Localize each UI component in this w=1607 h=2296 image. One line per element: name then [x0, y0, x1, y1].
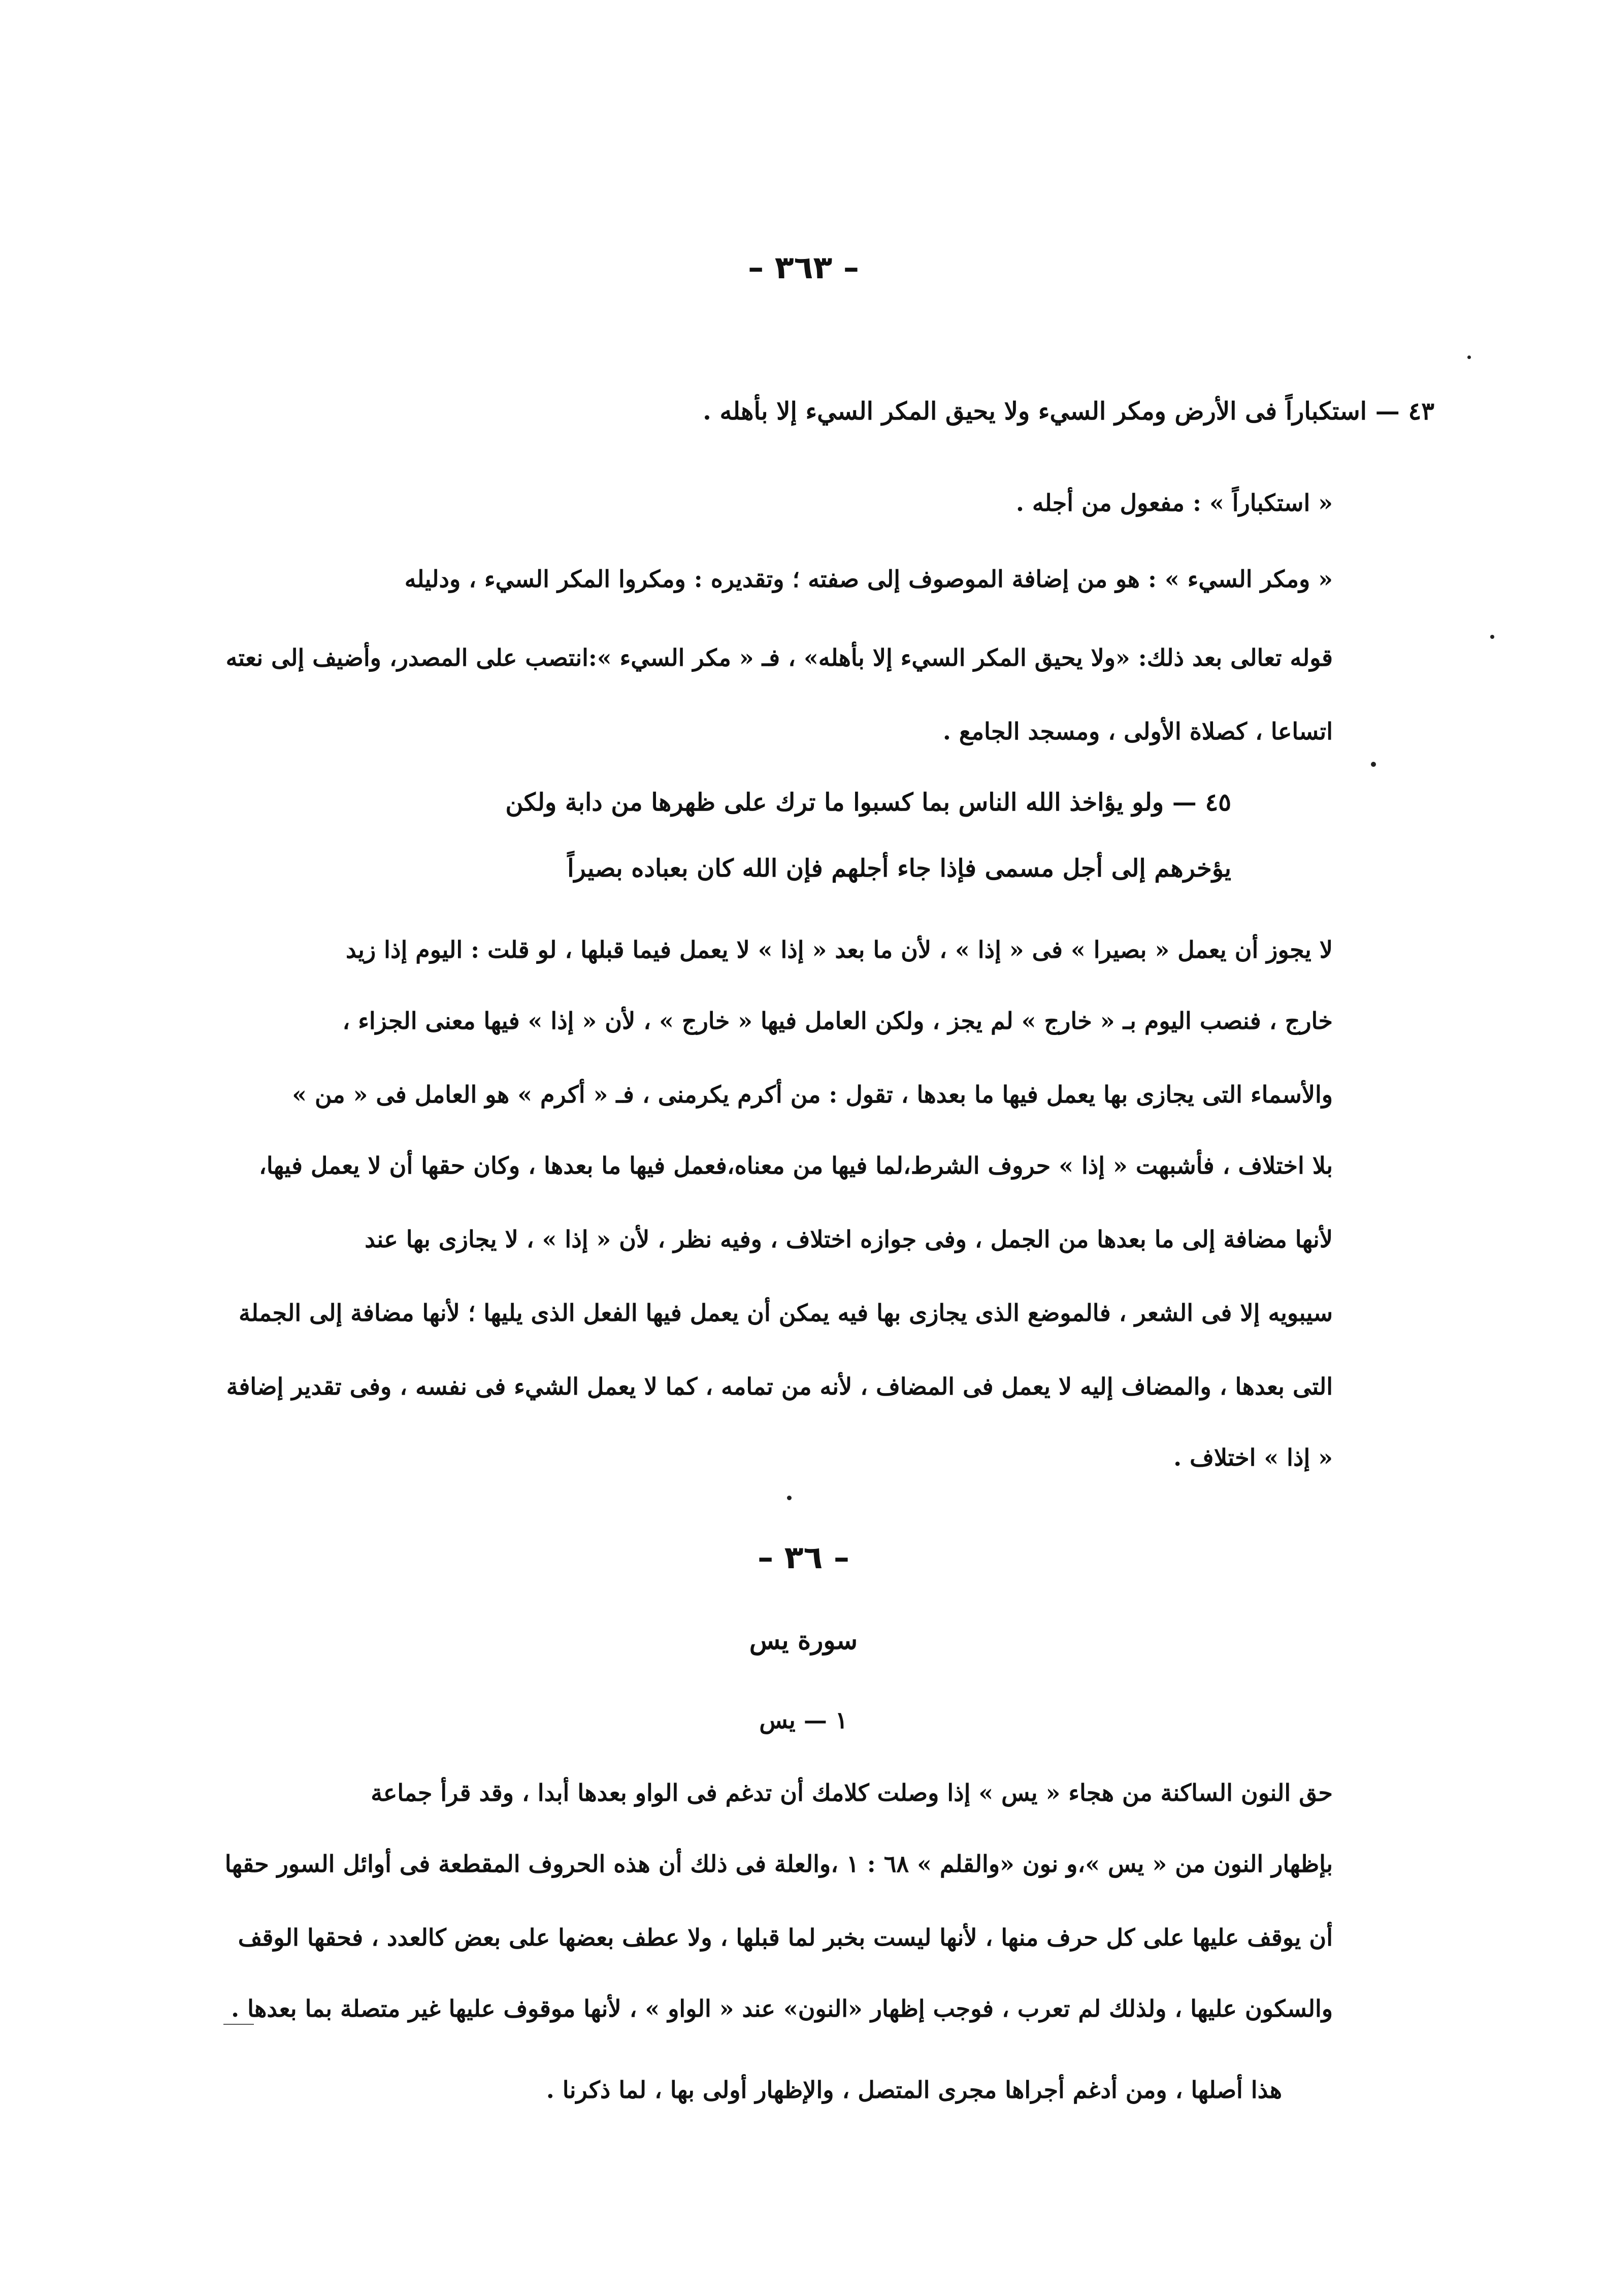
verse-45-commentary-5: لأنها مضافة إلى ما بعدها من الجمل ، وفى جوازه اختلاف ، وفيه نظر ، لأن « إذا » ، لا يجازى بها عند — [365, 1225, 1333, 1253]
verse-45-commentary-3: والأسماء التى يجازى بها يعمل فيها ما بعدها ، تقول : من أكرم يكرمنى ، فـ « أكرم » هو العامل فى « من » — [292, 1081, 1333, 1108]
scan-speck — [787, 1496, 792, 1500]
verse-43-note-3: قوله تعالى بعد ذلك: «ولا يحيق المكر السيء إلا بأهله» ، فـ « مكر السيء »:انتصب على المصدر، وأضيف إلى نعته — [225, 644, 1333, 671]
surah-number: – ٣٦ – — [758, 1539, 849, 1576]
surah-commentary-4: والسكون عليها ، ولذلك لم تعرب ، فوجب إظهار «النون» عند « الواو » ، لأنها موقوف عليها غير متصلة بما بعدها . — [231, 1995, 1333, 2022]
scan-mark — [223, 2024, 254, 2025]
verse-43-note-2: « ومكر السيء » : هو من إضافة الموصوف إلى صفته ؛ وتقديره : ومكروا المكر السيء ، ودليله — [404, 565, 1333, 593]
surah-title: سورة يس — [749, 1625, 858, 1655]
surah-commentary-2: بإظهار النون من « يس »،و نون «والقلم » ٦٨ : ١ ،والعلة فى ذلك أن هذه الحروف المقطعة فى أوائل السور حقها — [224, 1850, 1333, 1878]
verse-45-commentary-2: خارج ، فنصب اليوم بـ « خارج » لم يجز ، ولكن العامل فيها « خارج » ، لأن « إذا » فيها معنى الجزاء ، — [342, 1007, 1333, 1034]
page-number: – ٣٦٣ – — [748, 249, 859, 286]
verse-45-commentary-1: لا يجوز أن يعمل « بصيرا » فى « إذا » ، لأن ما بعد « إذا » لا يعمل فيما قبلها ، لو قلت : اليوم إذا زيد — [346, 936, 1333, 963]
verse-45-commentary-4: بلا اختلاف ، فأشبهت « إذا » حروف الشرط،لما فيها من معناه،فعمل فيها ما بعدها ، وكان حقها أن لا يعمل فيها، — [259, 1152, 1333, 1179]
scan-speck — [1371, 762, 1376, 767]
verse-43-text: ٤٣ — استكباراً فى الأرض ومكر السيء ولا يحيق المكر السيء إلا بأهله . — [703, 397, 1434, 426]
verse-45-commentary-6: سيبويه إلا فى الشعر ، فالموضع الذى يجازى بها فيه يمكن أن يعمل فيها الفعل الذى يليها ؛ لأنها مضافة إلى الجملة — [239, 1299, 1333, 1327]
verse-43-note-1: « استكباراً » : مفعول من أجله . — [1015, 489, 1333, 516]
verse-43-note-4: اتساعا ، كصلاة الأولى ، ومسجد الجامع . — [942, 718, 1333, 745]
verse-1-heading: ١ — يس — [759, 1706, 848, 1734]
verse-45-line-1: ٤٥ — ولو يؤاخذ الله الناس بما كسبوا ما ترك على ظهرها من دابة ولكن — [505, 788, 1231, 817]
verse-45-commentary-8: « إذا » اختلاف . — [1173, 1444, 1333, 1471]
verse-45-line-2: يؤخرهم إلى أجل مسمى فإذا جاء أجلهم فإن الله كان بعباده بصيراً — [567, 854, 1231, 883]
scan-speck — [1490, 635, 1494, 639]
surah-commentary-5: هذا أصلها ، ومن أدغم أجراها مجرى المتصل ، والإظهار أولى بها ، لما ذكرنا . — [546, 2076, 1282, 2104]
scan-speck — [1467, 355, 1471, 359]
surah-commentary-3: أن يوقف عليها على كل حرف منها ، لأنها ليست بخبر لما قبلها ، ولا عطف بعضها على بعض كالعدد ، فحقها الوقف — [238, 1924, 1333, 1951]
surah-commentary-1: حق النون الساكنة من هجاء « يس » إذا وصلت كلامك أن تدغم فى الواو بعدها أبدا ، وقد قرأ جماعة — [371, 1779, 1333, 1806]
verse-45-commentary-7: التى بعدها ، والمضاف إليه لا يعمل فى المضاف ، لأنه من تمامه ، كما لا يعمل الشيء فى نفسه ، وفى تقدير إضافة — [226, 1373, 1333, 1400]
